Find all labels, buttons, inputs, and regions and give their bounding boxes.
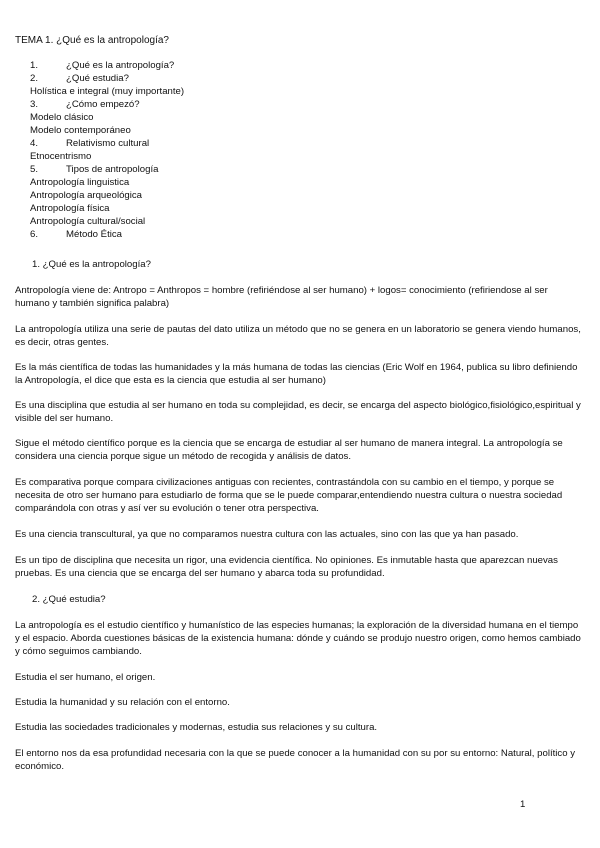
paragraph: Estudia la humanidad y su relación con el entorno. — [15, 697, 230, 708]
toc-text: ¿Qué es la antropología? — [66, 60, 175, 71]
toc-subitem — [30, 176, 184, 189]
toc-text: Tipos de antropología — [66, 164, 159, 175]
toc-text: Antropología arqueológica — [30, 190, 143, 201]
paragraph: Sigue el método científico porque es la ciencia que se encarga de estudiar al ser humano de manera integral. La antropología se considera una ciencia porque sigue un método de recogida y análisis de datos. — [15, 438, 563, 462]
toc-item — [30, 72, 184, 85]
toc-text: Antropología cultural/social — [30, 216, 146, 227]
toc-number: 2. — [30, 73, 39, 84]
paragraph: Antropología viene de: Antropo = Anthropos = hombre (refiriéndose al ser humano) + logos= conocimiento (refiriendose al ser humano y también significa palabra) — [15, 285, 548, 309]
toc-subitem — [30, 202, 184, 215]
toc-text: Relativismo cultural — [66, 138, 150, 149]
toc-text: Modelo clásico — [30, 112, 94, 123]
toc-text: Etnocentrismo — [30, 151, 92, 162]
toc-text: Modelo contemporáneo — [30, 125, 131, 136]
toc-item — [30, 163, 184, 176]
toc-number: 5. — [30, 164, 39, 175]
paragraph: La antropología es el estudio científico y humanístico de las especies humanas; la exploración de la diversidad humana en el tiempo y el espacio. Aborda cuestiones básicas de la existencia humana: dónde y cuándo se produjo nuestro origen, como hemos cambiado y cómo seguimos cambiando. — [15, 620, 581, 657]
toc-item — [30, 98, 184, 111]
toc-subitem — [30, 150, 184, 163]
table-of-contents — [30, 59, 184, 241]
document-title: TEMA 1. ¿Qué es la antropología? — [15, 35, 169, 46]
toc-number: 3. — [30, 99, 39, 110]
paragraph: La antropología utiliza una serie de pautas del dato utiliza un método que no se genera en un laboratorio se genera viendo humanos, es decir, otras gentes. — [15, 324, 581, 348]
toc-subitem — [30, 189, 184, 202]
toc-number: 6. — [30, 229, 39, 240]
toc-item — [30, 228, 184, 241]
toc-text: Antropología linguistica — [30, 177, 130, 188]
paragraph: Es una ciencia transcultural, ya que no comparamos nuestra cultura con las actuales, sino con las que ya han pasado. — [15, 529, 519, 540]
toc-item — [30, 137, 184, 150]
section-heading: 2. ¿Qué estudia? — [32, 594, 106, 605]
paragraph: Es una disciplina que estudia al ser humano en toda su complejidad, es decir, se encarga del aspecto biológico,fisiológico,espiritual y visible del ser humano. — [15, 400, 581, 424]
toc-subitem — [30, 124, 184, 137]
section-heading: 1. ¿Qué es la antropología? — [32, 259, 151, 270]
toc-text: ¿Cómo empezó? — [66, 99, 140, 110]
toc-text: Antropología física — [30, 203, 110, 214]
toc-subitem — [30, 215, 184, 228]
toc-subitem — [30, 85, 184, 98]
paragraph: Estudia el ser humano, el origen. — [15, 672, 156, 683]
toc-text: ¿Qué estudia? — [66, 73, 129, 84]
toc-subitem — [30, 111, 184, 124]
page-number: 1 — [520, 799, 526, 810]
paragraph: Es un tipo de disciplina que necesita un rigor, una evidencia científica. No opiniones. Es inmutable hasta que aparezcan nuevas pruebas. Es una ciencia que se encarga del ser humano y abarca toda su profundidad. — [15, 555, 558, 579]
toc-item — [30, 59, 184, 72]
toc-text: Método Ética — [66, 229, 122, 240]
paragraph: Es la más científica de todas las humanidades y la más humana de todas las ciencias (Eric Wolf en 1964, publica su libro definiendo la Antropología, el dice que esta es la ciencia que estudia al ser humano) — [15, 362, 578, 386]
toc-text: Holística e integral (muy importante) — [30, 86, 185, 97]
toc-number: 1. — [30, 60, 39, 71]
paragraph: Estudia las sociedades tradicionales y modernas, estudia sus relaciones y su cultura. — [15, 722, 378, 733]
toc-number: 4. — [30, 138, 39, 149]
paragraph: Es comparativa porque compara civilizaciones antiguas con recientes, contrastándola con su cambio en el tiempo, y porque se necesita de otro ser humano para estudiarlo de forma que se le puede comparar,entendiendo nuestra cultura o nuestra sociedad comparándola con otras y así ver su evolución o tener otra perspectiva. — [15, 477, 563, 514]
paragraph: El entorno nos da esa profundidad necesaria con la que se puede conocer a la humanidad con su por su entorno: Natural, político y económico. — [15, 748, 576, 772]
